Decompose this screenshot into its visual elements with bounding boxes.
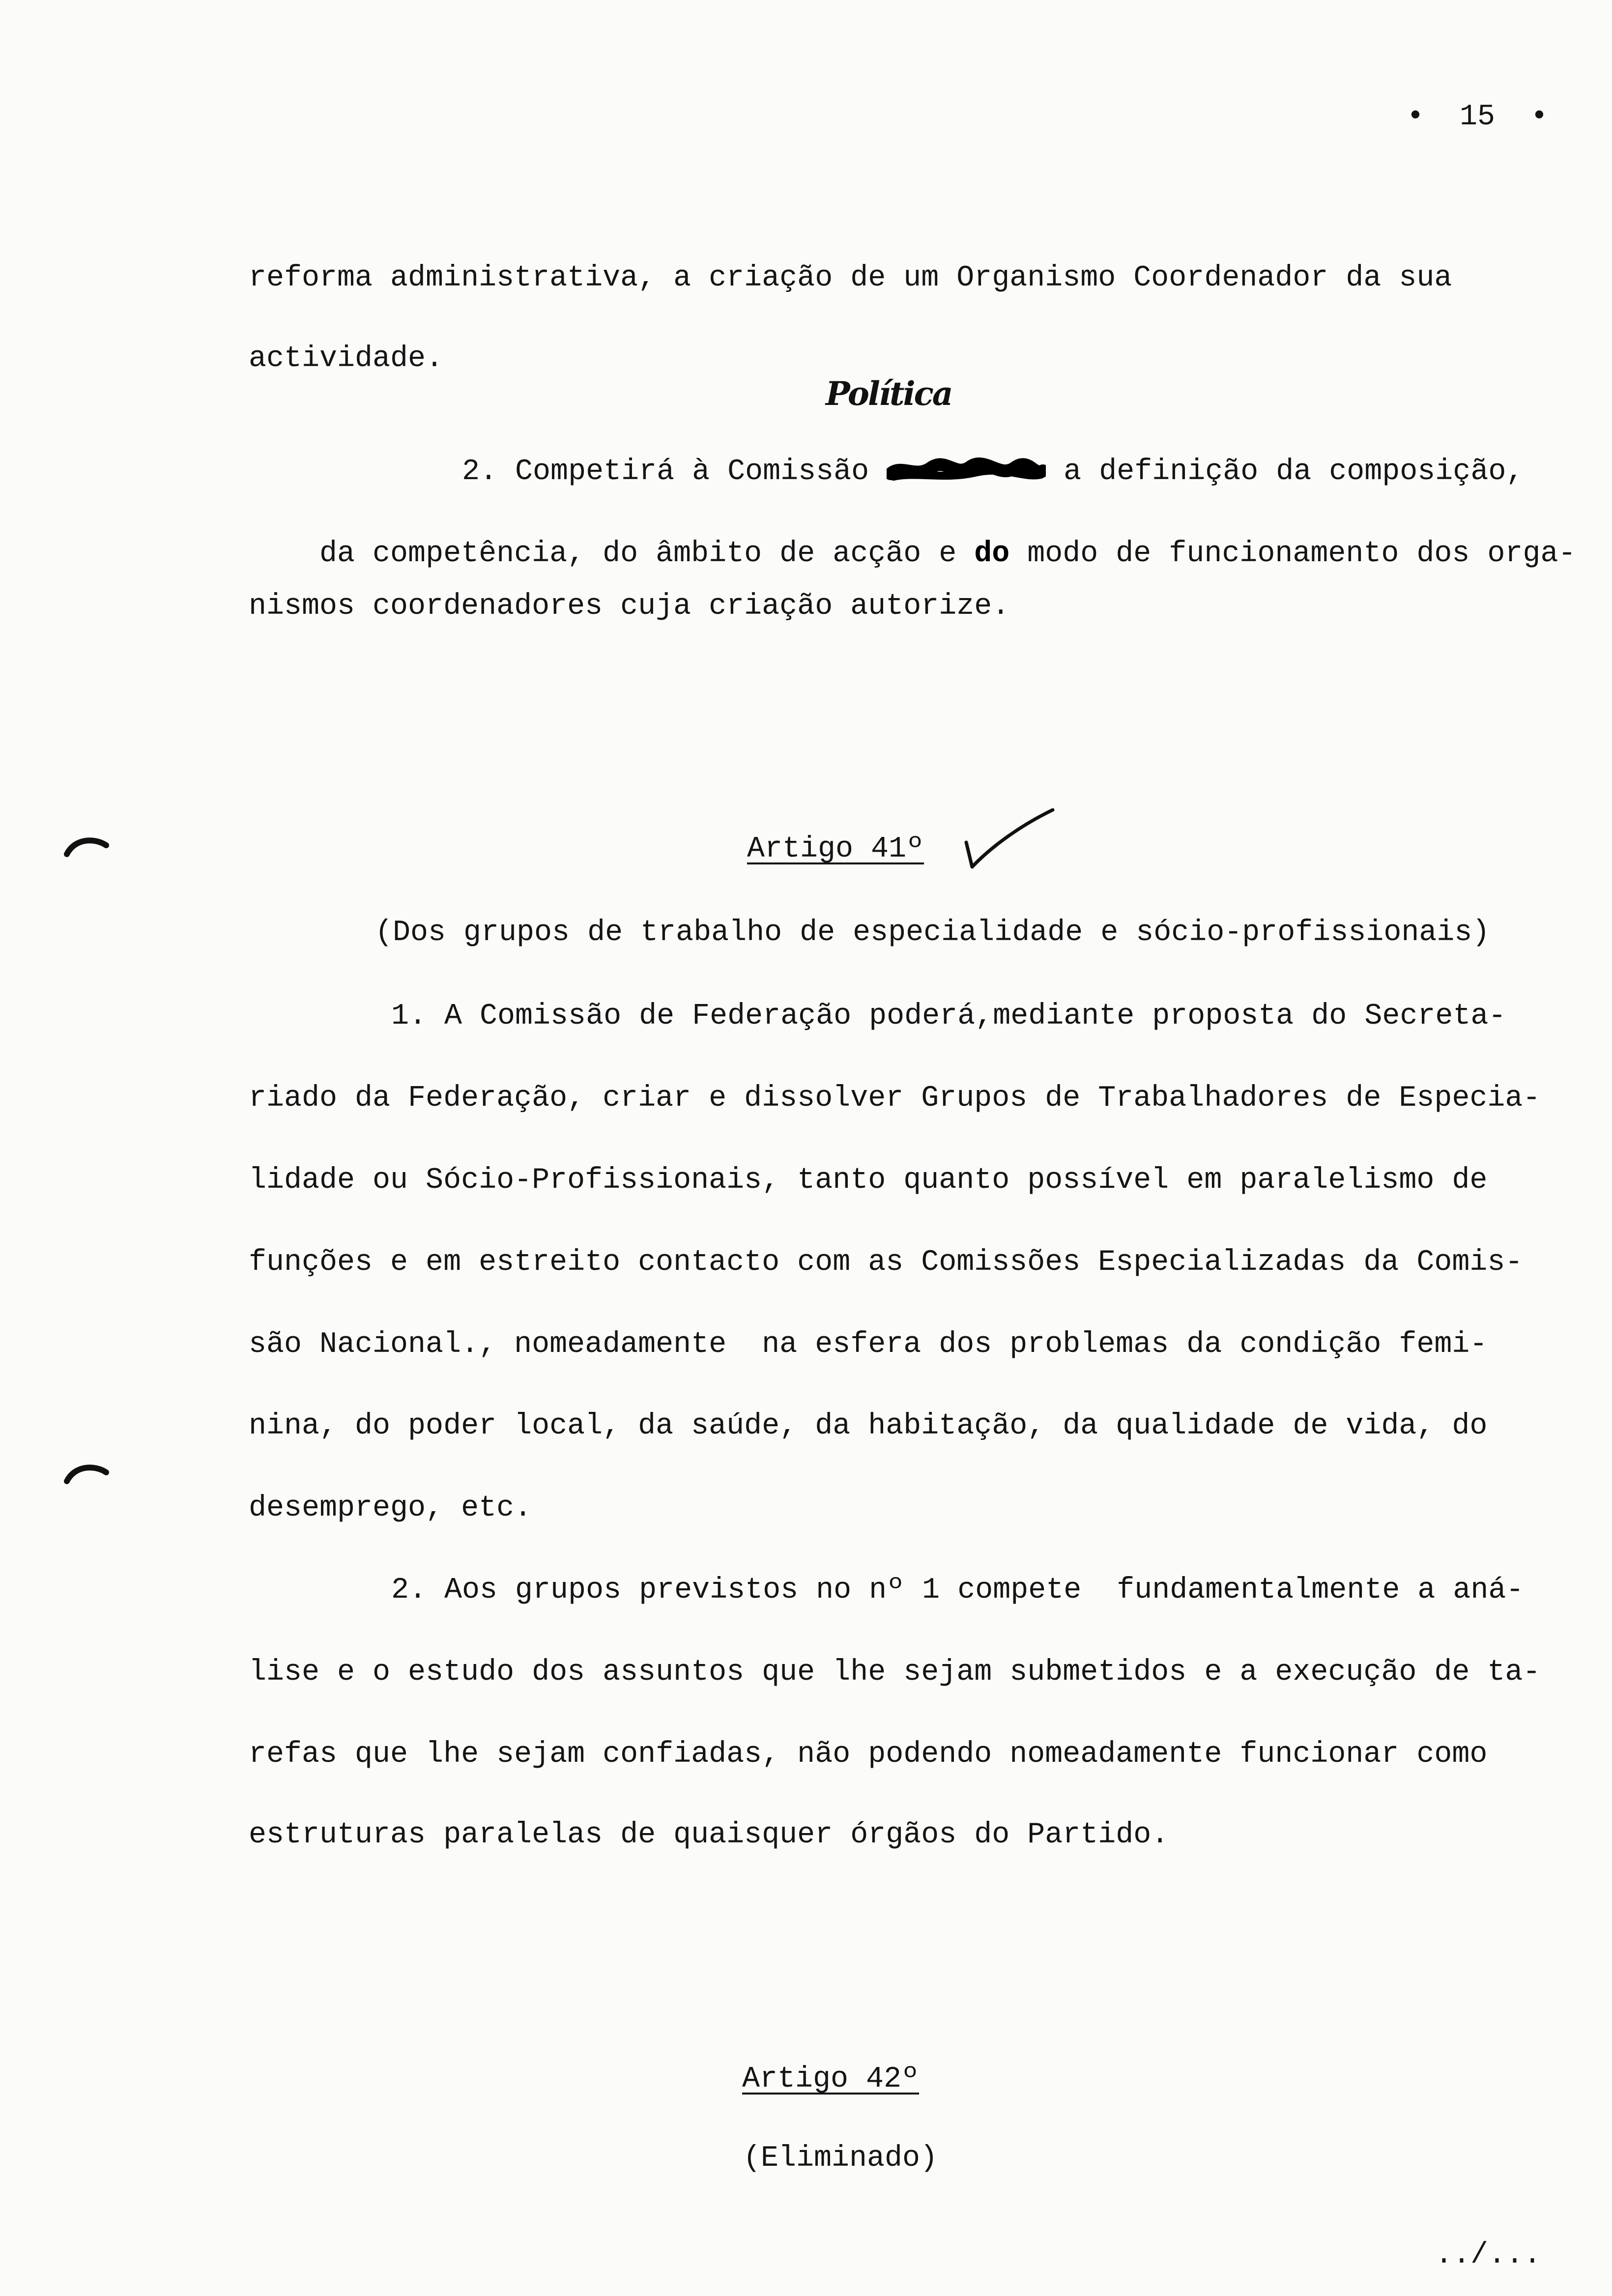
article-41-title: Artigo 41º — [747, 832, 924, 866]
intro-item-2-line-2-b: modo de funcionamento dos orga- — [1009, 537, 1576, 571]
check-mark-icon — [958, 801, 1062, 875]
intro-item-2-line-1 — [391, 428, 1524, 516]
article-41-item-1-line: lidade ou Sócio-Profissionais, tanto quanto possível em paralelismo de — [249, 1164, 1488, 1197]
intro-item-2-suffix: a definição da composição, — [1046, 455, 1524, 488]
margin-mark — [63, 833, 110, 858]
article-41-item-2-line: lise e o estudo dos assuntos que lhe sejam submetidos e a execução de ta- — [249, 1656, 1541, 1689]
article-41-subtitle: (Dos grupos de trabalho de especialidade e sócio-profissionais) — [375, 916, 1490, 949]
margin-mark — [63, 1461, 110, 1485]
intro-item-2-line-2-a: da competência, do âmbito de acção e — [319, 537, 975, 571]
continuation-marker: ../... — [1435, 2239, 1542, 2272]
intro-item-2-line-2 — [249, 510, 1576, 598]
article-41-item-1-line: 1. A Comissão de Federação poderá,mediante proposta do Secreta- — [391, 1000, 1506, 1033]
intro-item-2-line-3: nismos coordenadores cuja criação autorize. — [249, 590, 1010, 623]
article-41-item-2-line: 2. Aos grupos previstos no nº 1 compete fundamentalmente a aná- — [391, 1574, 1524, 1607]
article-41-item-2-line: estruturas paralelas de quaisquer órgãos do Partido. — [249, 1818, 1169, 1852]
article-41-item-1-line: são Nacional., nomeadamente na esfera dos problemas da condição femi- — [249, 1328, 1488, 1361]
intro-line-1: reforma administrativa, a criação de um Organismo Coordenador da sua — [249, 261, 1452, 295]
intro-item-2-prefix: 2. Competirá à Comissão — [462, 455, 887, 488]
article-41-item-1-line: desemprego, etc. — [249, 1492, 532, 1525]
redacted-word — [887, 457, 1046, 487]
article-42-title: Artigo 42º — [742, 2063, 920, 2096]
page-number: • 15 • — [1407, 100, 1549, 134]
intro-line-2: actividade. — [249, 342, 444, 375]
article-41-item-1-line: nina, do poder local, da saúde, da habitação, da qualidade de vida, do — [249, 1409, 1488, 1443]
article-41-item-2-line: refas que lhe sejam confiadas, não podendo nomeadamente funcionar como — [249, 1738, 1488, 1771]
handwritten-annotation: Política — [826, 374, 952, 413]
article-42-status: (Eliminado) — [743, 2142, 938, 2175]
overwritten-word: do — [974, 537, 1010, 571]
article-41-item-1-line: funções e em estreito contacto com as Comissões Especializadas da Comis- — [249, 1246, 1523, 1279]
article-41-item-1-line: riado da Federação, criar e dissolver Grupos de Trabalhadores de Especia- — [249, 1082, 1541, 1115]
